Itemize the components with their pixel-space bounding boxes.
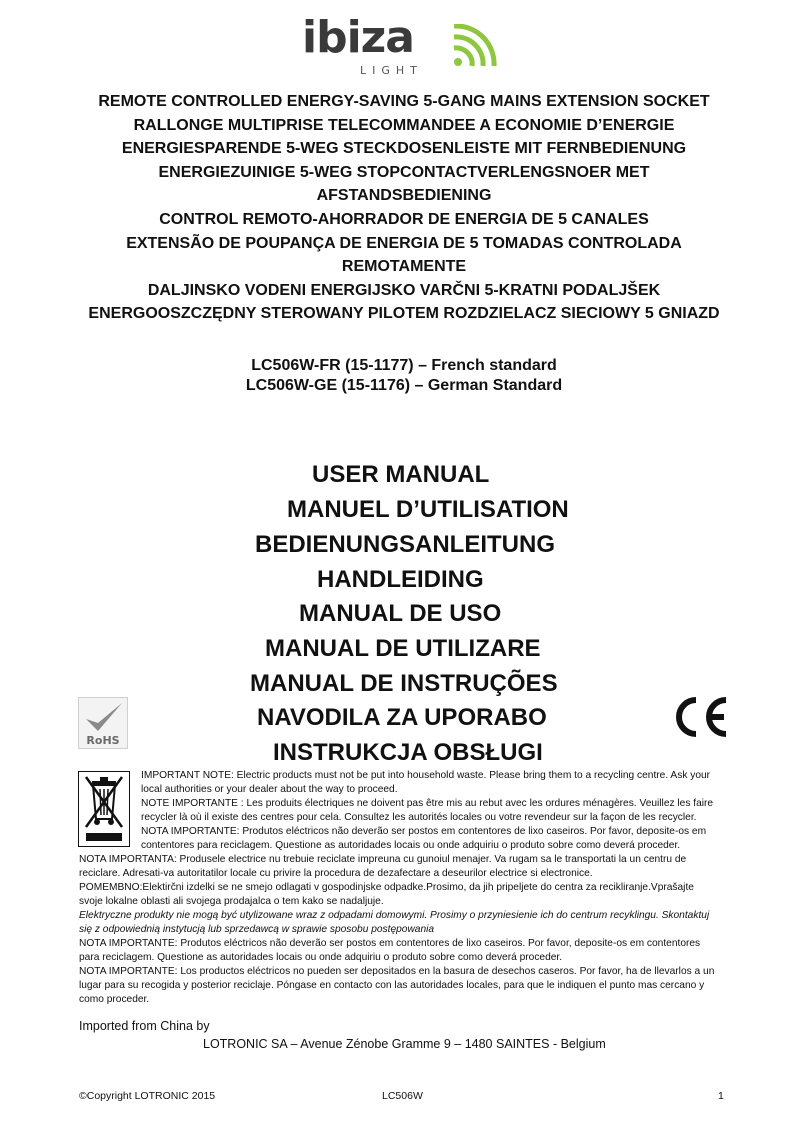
importer-address: LOTRONIC SA – Avenue Zénobe Gramme 9 – 1480 SAINTES - Belgium	[203, 1037, 606, 1051]
product-titles	[0, 90, 808, 326]
note-fr-2: recycler là où il existe des centres pour cela. Consultez les autorités locales ou votre revendeur sur la façon de les recycler.	[141, 812, 697, 823]
title-es: CONTROL REMOTO-AHORRADOR DE ENERGIA DE 5 CANALES	[159, 210, 649, 228]
title-pl: ENERGOOSZCZĘDNY STEROWANY PILOTEM ROZDZIELACZ SIECIOWY 5 GNIAZD	[88, 305, 720, 323]
imported-line-1: Imported from China by	[79, 1019, 210, 1033]
manual-title-fr: MANUEL D’UTILISATION	[287, 496, 569, 523]
crossed-bin-icon	[78, 771, 130, 847]
footer-page-number: 1	[718, 1090, 724, 1102]
logo-subtitle: LIGHT	[360, 64, 423, 77]
ce-mark-icon	[668, 696, 730, 738]
title-sl: DALJINSKO VODENI ENERGIJSKO VARČNI 5-KRATNI PODALJŠEK	[147, 281, 661, 299]
note-ro-2: reciclare. Adresati-va autoritatilor locale cu privire la procedura de dezafectare a deseurilor electrice si electronice.	[79, 868, 593, 879]
brand-logo	[300, 12, 500, 77]
note-pt-2: contentores para reciclagem. Questione as autoridades locais ou onde adquiriu o produto sobre como deverá proceder.	[141, 840, 681, 851]
title-pt-1: EXTENSÃO DE POUPANÇA DE ENERGIA DE 5 TOMADAS CONTROLADA	[126, 234, 682, 252]
manual-title-en: USER MANUAL	[312, 461, 490, 488]
manual-title-pl: INSTRUKCJA OBSŁUGI	[273, 739, 543, 766]
footer-copyright: ©Copyright LOTRONIC 2015	[79, 1090, 216, 1102]
title-fr: RALLONGE MULTIPRISE TELECOMMANDEE A ECONOMIE D’ENERGIE	[133, 116, 675, 134]
note-en-1: IMPORTANT NOTE: Electric products must not be put into household waste. Please bring them to a recycling centre. Ask your	[141, 770, 711, 781]
note-sl-2: svoje lokalne oblasti ali svojega prodajalca o tem kako se nadaljuje.	[79, 896, 384, 907]
manual-title-nl: HANDLEIDING	[317, 566, 484, 593]
title-de: ENERGIESPARENDE 5-WEG STECKDOSENLEISTE MIT FERNBEDIENUNG	[121, 140, 687, 158]
manual-title-pt: MANUAL DE INSTRUÇÕES	[250, 670, 558, 697]
note-pl-1: Elektryczne produkty nie mogą być utylizowane wraz z odpadami domowymi. Prosimy o przyniesienie ich do centrum recyklingu. Skontaktuj	[79, 910, 710, 921]
note-pt2-2: para reciclagem. Questione as autoridades locais ou onde adquiriu o produto sobre como deverá proceder.	[79, 952, 563, 963]
model-list	[0, 356, 808, 396]
model-ge: LC506W-GE (15-1176) – German Standard	[245, 377, 563, 394]
note-es-2: lugar para su recogida y posterior reciclaje. Póngase en contacto con las autoridades locales, para que le indiquen el punto mas cercano y	[79, 980, 705, 991]
note-en-2: local authorities or your dealer about the way to proceed.	[141, 784, 398, 795]
note-es-3: como proceder.	[79, 994, 150, 1005]
rohs-label: RoHS	[86, 734, 120, 747]
title-nl-1: ENERGIEZUINIGE 5-WEG STOPCONTACTVERLENGSNOER MET	[158, 163, 650, 181]
wifi-waves-icon	[448, 24, 498, 72]
manual-title-ro: MANUAL DE UTILIZARE	[265, 635, 541, 662]
note-es-1: NOTA IMPORTANTE: Los productos eléctricos no pueden ser depositados en la basura de desechos caseros. Por favor, ha de llevarlos a un	[79, 966, 715, 977]
logo-wordmark: ibiza	[302, 12, 414, 63]
model-fr: LC506W-FR (15-1177) – French standard	[251, 357, 557, 374]
note-pl-2: się z odpowiednią instytucją lub sprzedawcą w sprawie sposobu postępowania	[79, 924, 435, 935]
manual-title-de: BEDIENUNGSANLEITUNG	[255, 531, 556, 558]
manual-title-sl: NAVODILA ZA UPORABO	[257, 704, 547, 731]
title-en: REMOTE CONTROLLED ENERGY-SAVING 5-GANG MAINS EXTENSION SOCKET	[98, 93, 710, 110]
note-sl-1: POMEMBNO:Elektirčni izdelki se ne smejo odlagati v gospodinjske odpadke.Prosimo, da jih pripeljete do centra za recikliranje.Vprašajte	[79, 882, 694, 893]
note-ro-1: NOTA IMPORTANTA: Produsele electrice nu trebuie reciclate impreuna cu gunoiul menajer. Va rugam sa le transportati la un centru de	[79, 854, 687, 865]
manual-title-es: MANUAL DE USO	[299, 600, 502, 627]
note-pt2-1: NOTA IMPORTANTE: Produtos eléctricos não deverão ser postos em contentores de lixo caseiros. Por favor, deposite-os em contentores	[79, 938, 701, 949]
title-nl-2: AFSTANDSBEDIENING	[316, 187, 492, 205]
footer-model: LC506W	[382, 1090, 423, 1102]
note-fr-1: NOTE IMPORTANTE : Les produits électriques ne doivent pas être mis au rebut avec les ordures ménagères. Veuillez les faire	[141, 798, 714, 809]
rohs-icon	[78, 697, 128, 749]
title-pt-2: REMOTAMENTE	[341, 258, 467, 276]
note-pt-1: NOTA IMPORTANTE: Produtos eléctricos não deverão ser postos em contentores de lixo caseiros. Por favor, deposite-os em	[141, 826, 707, 837]
